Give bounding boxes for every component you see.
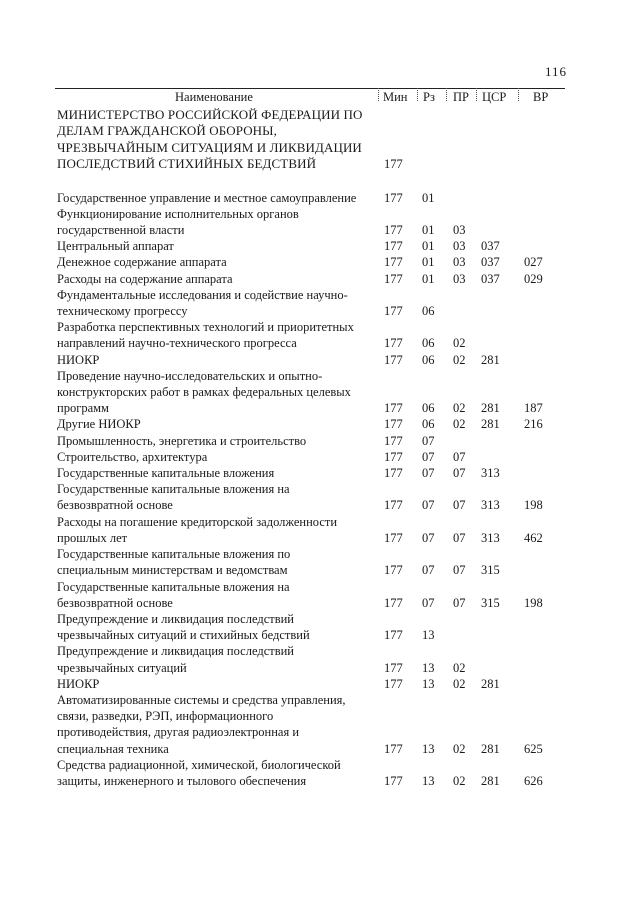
table-row <box>57 287 567 319</box>
row-name: Проведение научно-исследовательских и опытно-конструкторских работ в рамках федеральных целевых программ <box>57 368 351 416</box>
row-name: Государственные капитальные вложения на безвозвратной основе <box>57 482 290 513</box>
row-code-min: 177 <box>384 255 403 270</box>
row-code-pr: 07 <box>453 466 466 481</box>
row-name: Автоматизированные системы и средства управления, связи, разведки, РЭП, информационного противодействия, другая радиоэлектронная и специальная техника <box>57 692 346 756</box>
table-row <box>57 643 567 675</box>
row-code-rz: 07 <box>422 530 435 545</box>
header-divider <box>518 88 519 101</box>
table-row <box>57 692 567 757</box>
table-header <box>55 88 565 106</box>
row-name: Другие НИОКР <box>57 417 141 432</box>
row-code-csr: 037 <box>481 255 500 270</box>
row-code-rz: 06 <box>422 417 435 432</box>
row-code-csr: 315 <box>481 563 500 578</box>
row-name: Расходы на погашение кредиторской задолженности прошлых лет <box>57 514 338 545</box>
row-name: Функционирование исполнительных органов государственной власти <box>57 206 299 238</box>
row-code-pr: 07 <box>453 530 466 545</box>
table-row <box>57 254 567 270</box>
row-code-min: 177 <box>384 595 403 610</box>
row-name: Фундаментальные исследования и содействие научно-техническому прогрессу <box>57 287 348 319</box>
row-code-csr: 281 <box>481 401 500 416</box>
row-code-min: 177 <box>384 157 403 172</box>
row-code-csr: 281 <box>481 773 500 788</box>
row-name: Разработка перспективных технологий и приоритетных направлений научно-технического прогресса <box>57 320 354 351</box>
row-code-min: 177 <box>384 741 403 756</box>
table-row <box>57 579 567 611</box>
row-code-pr: 03 <box>453 239 466 254</box>
row-code-min: 177 <box>384 563 403 578</box>
row-code-csr: 281 <box>481 676 500 691</box>
table-row <box>57 238 567 254</box>
table-row <box>57 757 567 789</box>
header-rz: Рз <box>423 90 435 104</box>
row-code-vr: 198 <box>524 498 543 513</box>
row-code-rz: 01 <box>422 271 435 286</box>
table-row <box>57 514 567 546</box>
row-code-pr: 02 <box>453 773 466 788</box>
row-code-min: 177 <box>384 239 403 254</box>
header-divider <box>417 88 418 101</box>
row-code-min: 177 <box>384 304 403 319</box>
row-code-pr: 02 <box>453 336 466 351</box>
table-row <box>57 481 567 513</box>
row-name: Государственное управление и местное самоуправление <box>57 190 357 205</box>
budget-table-body <box>57 107 567 789</box>
header-vr: ВР <box>533 90 549 104</box>
row-code-min: 177 <box>384 676 403 691</box>
row-code-csr: 313 <box>481 530 500 545</box>
row-code-vr: 198 <box>524 595 543 610</box>
row-code-min: 177 <box>384 190 403 205</box>
row-name: Денежное содержание аппарата <box>57 255 227 270</box>
row-code-rz: 06 <box>422 304 435 319</box>
header-min: Мин <box>383 90 408 104</box>
row-code-csr: 313 <box>481 466 500 481</box>
table-row <box>57 611 567 643</box>
row-code-rz: 06 <box>422 352 435 367</box>
row-code-vr: 187 <box>524 401 543 416</box>
table-row <box>57 449 567 465</box>
row-name: Государственные капитальные вложения на безвозвратной основе <box>57 579 290 610</box>
row-code-rz: 01 <box>422 190 435 205</box>
page-number: 116 <box>545 64 568 79</box>
row-code-pr: 03 <box>453 271 466 286</box>
row-code-min: 177 <box>384 352 403 367</box>
header-divider <box>378 88 379 101</box>
row-code-min: 177 <box>384 660 403 675</box>
row-code-csr: 315 <box>481 595 500 610</box>
row-code-min: 177 <box>384 271 403 286</box>
table-row <box>57 368 567 417</box>
row-code-min: 177 <box>384 449 403 464</box>
row-code-pr: 02 <box>453 401 466 416</box>
row-name: НИОКР <box>57 352 100 367</box>
row-code-pr: 03 <box>453 255 466 270</box>
row-code-pr: 02 <box>453 352 466 367</box>
row-code-min: 177 <box>384 628 403 643</box>
row-code-rz: 01 <box>422 223 435 238</box>
row-code-csr: 037 <box>481 271 500 286</box>
row-code-pr: 02 <box>453 741 466 756</box>
row-code-vr: 216 <box>524 417 543 432</box>
row-code-min: 177 <box>384 466 403 481</box>
table-row <box>57 465 567 481</box>
row-name: Государственные капитальные вложения по специальным министерствам и ведомствам <box>57 547 291 578</box>
row-code-vr: 027 <box>524 255 543 270</box>
table-row <box>57 676 567 692</box>
row-code-min: 177 <box>384 401 403 416</box>
row-code-pr: 03 <box>453 223 466 238</box>
row-code-vr: 462 <box>524 530 543 545</box>
table-row <box>57 206 567 238</box>
row-code-pr: 07 <box>453 498 466 513</box>
row-name: Расходы на содержание аппарата <box>57 271 233 286</box>
row-code-rz: 13 <box>422 773 435 788</box>
header-pr: ПР <box>453 90 469 104</box>
row-name: Строительство, архитектура <box>57 449 208 464</box>
row-code-rz: 06 <box>422 336 435 351</box>
table-row <box>57 271 567 287</box>
header-divider <box>446 88 447 101</box>
row-code-rz: 01 <box>422 239 435 254</box>
header-divider <box>476 88 477 101</box>
table-row <box>57 319 567 351</box>
row-code-min: 177 <box>384 336 403 351</box>
row-name: Промышленность, энергетика и строительство <box>57 433 307 448</box>
row-name: МИНИСТЕРСТВО РОССИЙСКОЙ ФЕДЕРАЦИИ ПО ДЕЛАМ ГРАЖДАНСКОЙ ОБОРОНЫ, ЧРЕЗВЫЧАЙНЫМ СИТУАЦИЯМ И ЛИКВИДАЦИИ ПОСЛЕДСТВИЙ СТИХИЙНЫХ БЕДСТВИЙ <box>57 107 363 172</box>
row-code-rz: 13 <box>422 628 435 643</box>
row-name: Средства радиационной, химической, биологической защиты, инженерного и тылового обеспечения <box>57 757 341 788</box>
row-code-rz: 07 <box>422 449 435 464</box>
row-code-rz: 07 <box>422 563 435 578</box>
row-code-min: 177 <box>384 773 403 788</box>
row-code-vr: 029 <box>524 271 543 286</box>
row-code-min: 177 <box>384 498 403 513</box>
row-code-rz: 07 <box>422 595 435 610</box>
table-row <box>57 107 567 173</box>
row-code-csr: 281 <box>481 352 500 367</box>
row-code-min: 177 <box>384 433 403 448</box>
row-code-vr: 625 <box>524 741 543 756</box>
row-code-pr: 07 <box>453 449 466 464</box>
row-code-rz: 07 <box>422 433 435 448</box>
row-code-rz: 06 <box>422 401 435 416</box>
row-code-rz: 13 <box>422 741 435 756</box>
row-code-pr: 02 <box>453 676 466 691</box>
row-code-min: 177 <box>384 530 403 545</box>
row-code-pr: 02 <box>453 660 466 675</box>
row-code-vr: 626 <box>524 773 543 788</box>
row-code-pr: 02 <box>453 417 466 432</box>
table-row <box>57 546 567 578</box>
table-row <box>57 352 567 368</box>
row-code-csr: 313 <box>481 498 500 513</box>
row-code-rz: 01 <box>422 255 435 270</box>
row-code-rz: 13 <box>422 660 435 675</box>
row-name: Предупреждение и ликвидация последствий чрезвычайных ситуаций <box>57 644 294 675</box>
row-code-pr: 07 <box>453 595 466 610</box>
row-code-min: 177 <box>384 417 403 432</box>
row-code-rz: 13 <box>422 676 435 691</box>
row-name: Предупреждение и ликвидация последствий чрезвычайных ситуаций и стихийных бедствий <box>57 611 310 643</box>
table-row <box>57 416 567 432</box>
row-name: Центральный аппарат <box>57 239 174 254</box>
row-code-min: 177 <box>384 223 403 238</box>
row-code-pr: 07 <box>453 563 466 578</box>
row-name: Государственные капитальные вложения <box>57 466 275 481</box>
row-code-csr: 281 <box>481 741 500 756</box>
row-code-csr: 281 <box>481 417 500 432</box>
row-code-csr: 037 <box>481 239 500 254</box>
table-row <box>57 190 567 206</box>
row-code-rz: 07 <box>422 498 435 513</box>
header-name: Наименование <box>175 90 253 104</box>
row-code-rz: 07 <box>422 466 435 481</box>
header-csr: ЦСР <box>482 90 507 104</box>
row-name: НИОКР <box>57 676 100 691</box>
table-row <box>57 433 567 449</box>
